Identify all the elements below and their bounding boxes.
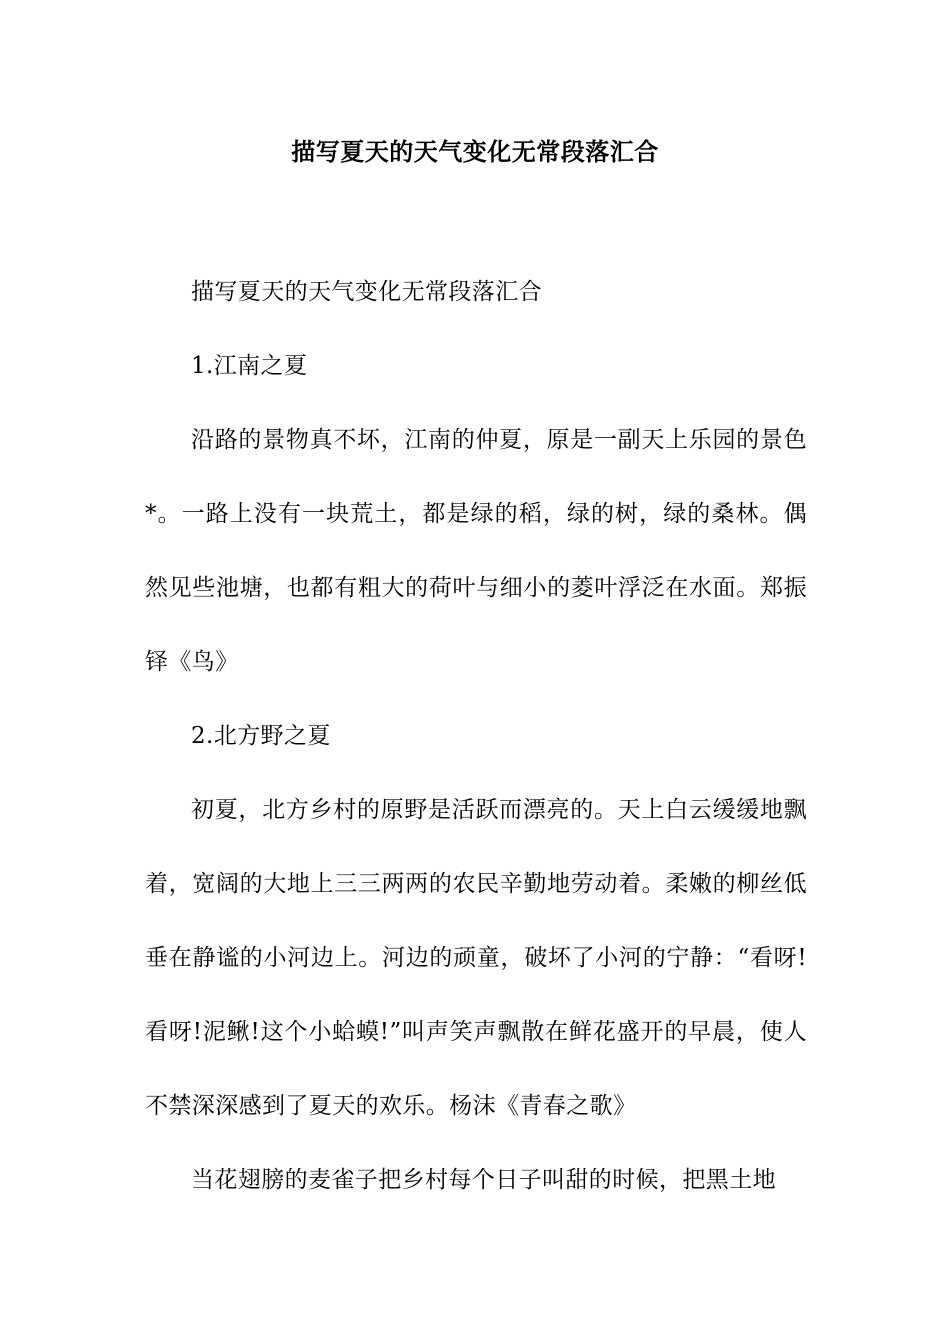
section-heading-north: 2.北方野之夏 bbox=[191, 723, 331, 749]
paragraph-north: 初夏，北方乡村的原野是活跃而漂亮的。天上白云缓缓地飘着，宽阔的大地上三三两两的农民辛勤地劳动着。柔嫩的柳丝低垂在静谧的小河边上。河边的顽童，破坏了小河的宁静：“看呀!看呀!泥鳅!这个小蛤蟆!”叫声笑声飘散在鲜花盛开的早晨，使人不禁深深感到了夏天的欢乐。杨沫《青春之歌》 bbox=[145, 797, 807, 1119]
paragraph-heading: 描写夏天的天气变化无常段落汇合 bbox=[191, 279, 542, 305]
paragraph-continued: 当花翅膀的麦雀子把乡村每个日子叫甜的时候，把黑土地 bbox=[191, 1167, 776, 1193]
document-title: 描写夏天的天气变化无常段落汇合 bbox=[291, 137, 659, 166]
paragraph-jiangnan: 沿路的景物真不坏，江南的仲夏，原是一副天上乐园的景色*。一路上没有一块荒土，都是绿的稻，绿的树，绿的桑林。偶然见些池塘，也都有粗大的荷叶与细小的菱叶浮泛在水面。郑振铎《鸟》 bbox=[145, 427, 807, 675]
section-heading-jiangnan: 1.江南之夏 bbox=[191, 353, 308, 379]
document-body bbox=[145, 255, 807, 1217]
